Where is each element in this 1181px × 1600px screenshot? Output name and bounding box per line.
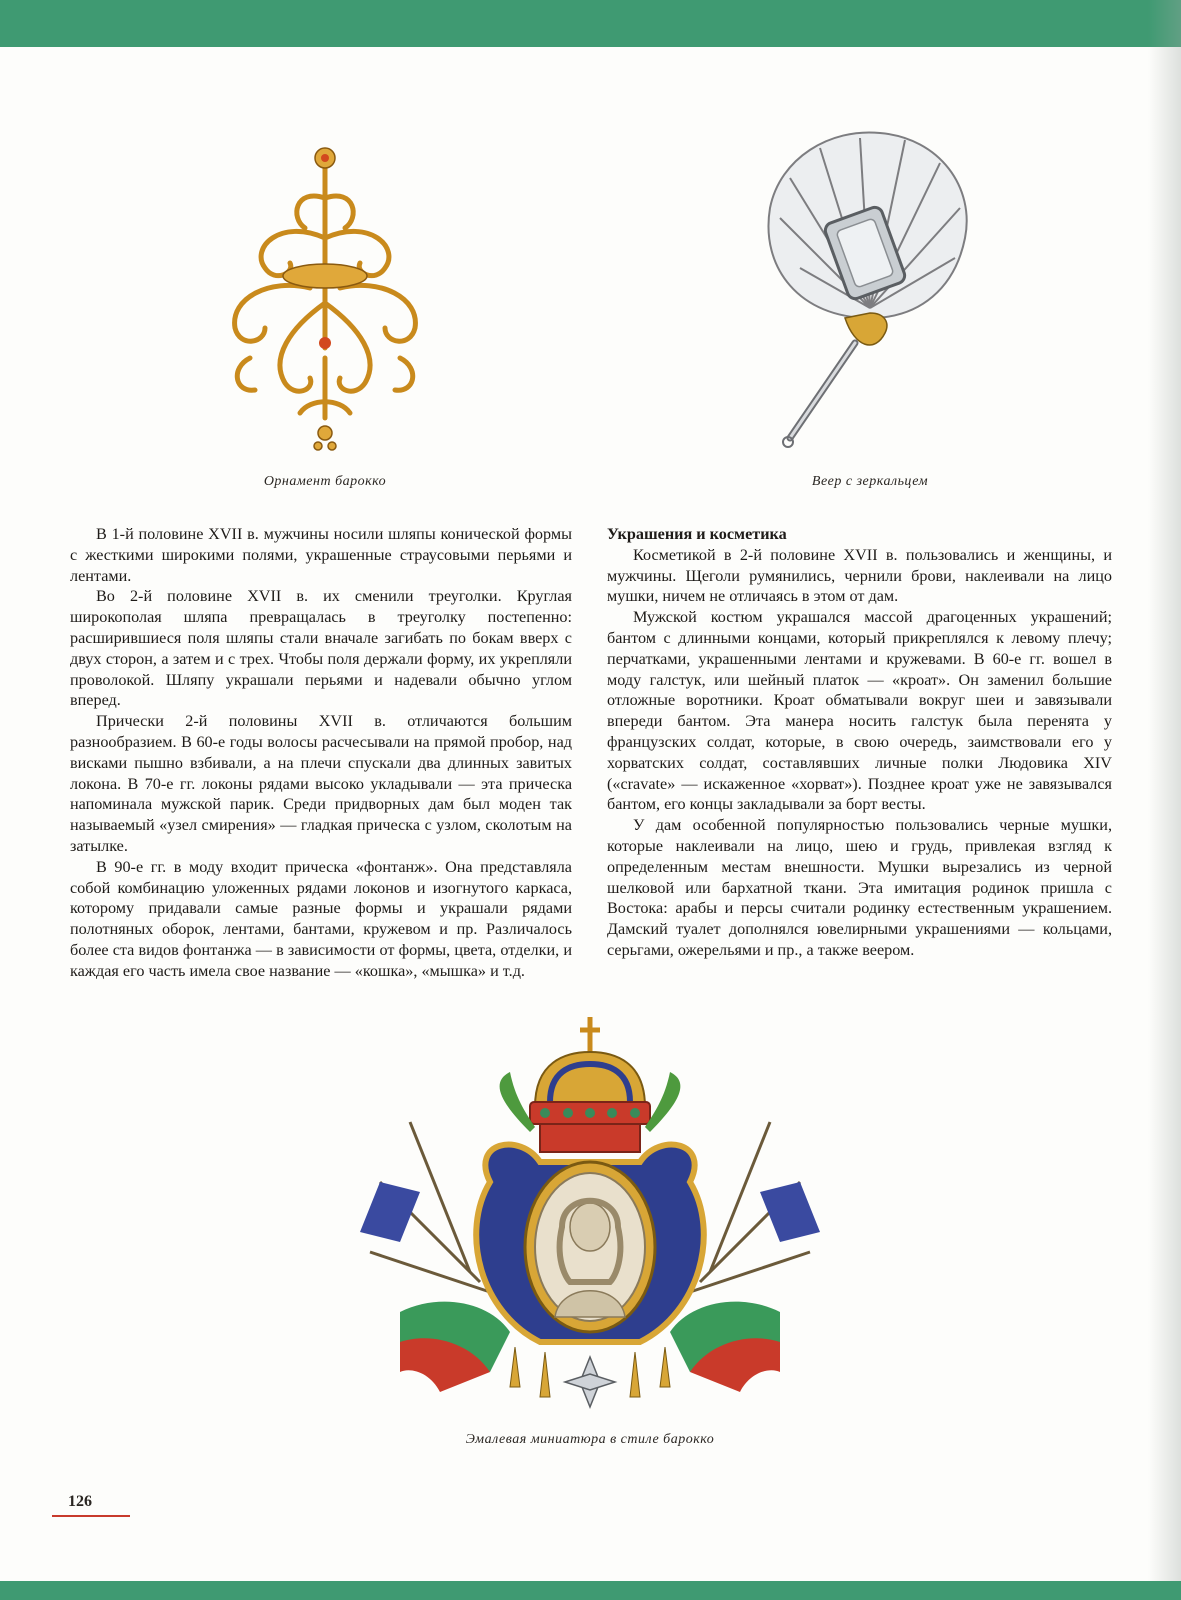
paragraph: Во 2-й половине XVII в. их сменили треуголки. Круглая широкополая шляпа превращалась в треуголку постепенно: расширившиеся поля шляпы стали вначале загибать по бокам вверх с двух сторон, а затем и с трех. Чтобы поля держали форму, их укрепляли проволокой. Шляпу украшали перьями и надевали обычно углом вперед.: [70, 587, 572, 710]
fan-with-mirror-illustration: [760, 118, 980, 458]
baroque-ornament-illustration: [210, 128, 440, 458]
paragraph: У дам особенной популярностью пользовались черные мушки, которые наклеивали на лицо, шею и грудь, привлекая взгляд к определенным местам внешности. Мушки вырезались из черной шелковой или бархатной ткани. Эта имитация родинок пришла с Востока: арабы и персы считали родинку естественным украшением. Дамский туалет дополнялся ювелирными украшениями — кольцами, серьгами, ожерельями и пр., а также веером.: [607, 816, 1112, 959]
right-text-column: [607, 524, 1112, 961]
fan-caption: Веер с зеркальцем: [811, 474, 929, 489]
bottom-green-band: [0, 1581, 1181, 1600]
section-heading: Украшения и косметика: [607, 525, 787, 543]
top-green-band: [0, 0, 1181, 47]
paragraph: В 90-е гг. в моду входит прическа «фонтанж». Она представляла собой комбинацию уложенных рядами локонов и изогнутого каркаса, которому придавали самые разные формы и украшали рядами полотняных оборок, лентами, бантами, кружевом и пр. Различалось более ста видов фонтанжа — в зависимости от формы, цвета, отделки, и каждая его часть имела свое название — «кошка», «мышка» и т.д.: [70, 857, 572, 980]
enamel-miniature-illustration: [340, 1012, 840, 1422]
paragraph: Косметикой в 2-й половине XVII в. пользовались и женщины, и мужчины. Щеголи румянились, чернили брови, наклеивали на лицо мушки, ничем не отличаясь в этом от дам.: [607, 545, 1112, 606]
left-text-column: [70, 524, 572, 982]
crown-icon: [530, 1017, 650, 1152]
page-edge-shadow: [1148, 0, 1181, 1600]
miniature-caption: Эмалевая миниатюра в стиле барокко: [465, 1432, 715, 1447]
page-number-rule: [52, 1515, 130, 1517]
paragraph: Прически 2-й половины XVII в. отличаются большим разнообразием. В 60-е годы волосы расчесывали на прямой пробор, над висками пышно взбивали, а на плечи спускали два длинных завитых локона. В 70-е гг. локоны рядами высоко укладывали — эта прическа напоминала мужской парик. Среди придворных дам был моден так называемый «узел смирения» — гладкая прическа с узлом, сколотым на затылке.: [70, 712, 572, 855]
page-number: 126: [68, 1493, 92, 1510]
ornament-caption: Орнамент барокко: [263, 474, 387, 489]
cross-pendant-icon: [565, 1357, 615, 1407]
paragraph: В 1-й половине XVII в. мужчины носили шляпы конической формы с жесткими широкими полями, украшенные страусовыми перьями и лентами.: [70, 525, 572, 585]
paragraph: Мужской костюм украшался массой драгоценных украшений; бантом с длинными концами, который прикреплялся к левому плечу; перчатками, украшенными лентами и кружевами. В 60-е гг. вошел в моду галстук, или шейный платок — «кроат». Он заменил большие отложные воротники. Кроат обматывали вокруг шеи и завязывали впереди бантом. Эта манера носить галстук была перенята у французских солдат, которые, в свою очередь, заимствовали его у хорватских солдат, составлявших личные полки Людовика XIV («cravate» — искаженное «хорват»). Позднее кроат уже не завязывался бантом, его концы закладывали за борт весты.: [607, 608, 1112, 814]
